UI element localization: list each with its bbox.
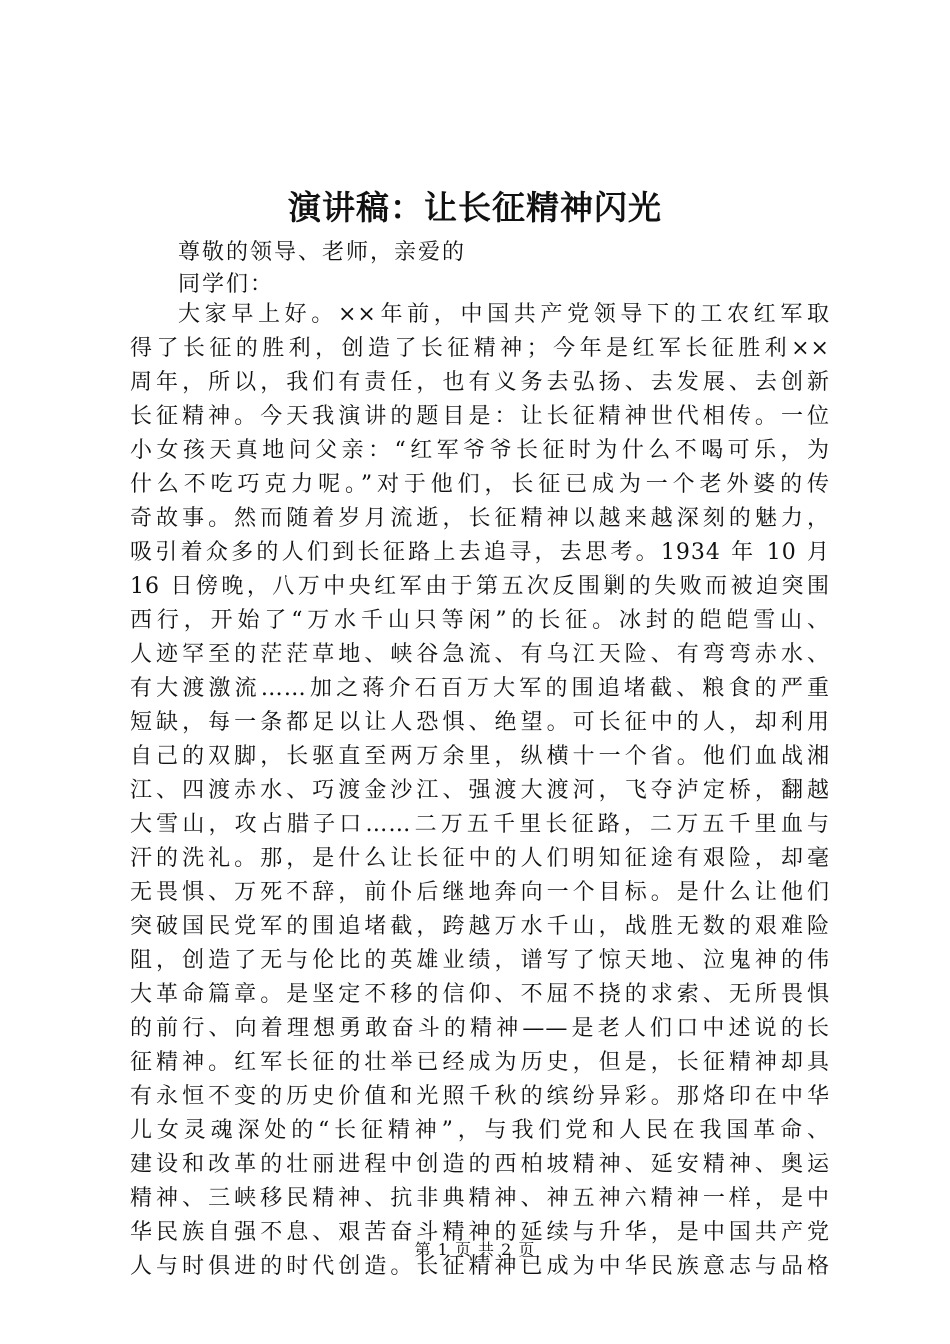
body-line: 长征精神。今天我演讲的题目是：让长征精神世代相传。一位	[130, 404, 830, 429]
body-line: 人与时俱进的时代创造。长征精神已成为中华民族意志与品格	[130, 1254, 830, 1279]
body-line: 大革命篇章。是坚定不移的信仰、不屈不挠的求索、无所畏惧	[130, 982, 830, 1007]
body-line: 短缺，每一条都足以让人恐惧、绝望。可长征中的人，却利用	[130, 710, 830, 735]
body-line: 阻，创造了无与伦比的英雄业绩，谱写了惊天地、泣鬼神的伟	[130, 948, 830, 973]
body-line: 无畏惧、万死不辞，前仆后继地奔向一个目标。是什么让他们	[130, 880, 830, 905]
body-line: 有永恒不变的历史价值和光照千秋的缤纷异彩。那烙印在中华	[130, 1084, 830, 1109]
speech-body	[130, 298, 830, 1284]
body-line: 西行，开始了“万水千山只等闲”的长征。冰封的皑皑雪山、	[130, 608, 830, 633]
body-line: 儿女灵魂深处的“长征精神”，与我们党和人民在我国革命、	[130, 1118, 830, 1143]
body-line: 大家早上好。××年前，中国共产党领导下的工农红军取	[178, 302, 830, 327]
body-line: 的前行、向着理想勇敢奋斗的精神——是老人们口中述说的长	[130, 1016, 830, 1041]
body-line: 精神、三峡移民精神、抗非典精神、神五神六精神一样，是中	[130, 1186, 830, 1211]
body-line: 突破国民党军的围追堵截，跨越万水千山，战胜无数的艰难险	[130, 914, 830, 939]
body-line: 小女孩天真地问父亲：“红军爷爷长征时为什么不喝可乐，为	[130, 438, 830, 463]
salutation-line-1: 尊敬的领导、老师，亲爱的	[178, 240, 467, 265]
body-line: 江、四渡赤水、巧渡金沙江、强渡大渡河，飞夺泸定桥，翻越	[130, 778, 830, 803]
page-footer: 第 1 页 共 2 页	[414, 1240, 536, 1259]
body-line: 奇故事。然而随着岁月流逝，长征精神以越来越深刻的魅力，	[130, 506, 830, 531]
body-line: 华民族自强不息、艰苦奋斗精神的延续与升华，是中国共产党	[130, 1220, 830, 1245]
body-line: 征精神。红军长征的壮举已经成为历史，但是，长征精神却具	[130, 1050, 830, 1075]
body-line: 建设和改革的壮丽进程中创造的西柏坡精神、延安精神、奥运	[130, 1152, 830, 1177]
body-line: 得了长征的胜利，创造了长征精神；今年是红军长征胜利××	[130, 336, 830, 361]
body-line: 有大渡激流……加之蒋介石百万大军的围追堵截、粮食的严重	[130, 676, 830, 701]
body-line: 周年，所以，我们有责任，也有义务去弘扬、去发展、去创新	[130, 370, 830, 395]
salutation-line-2: 同学们：	[178, 272, 275, 297]
body-line: 汗的洗礼。那，是什么让长征中的人们明知征途有艰险，却毫	[130, 846, 830, 871]
body-line: 吸引着众多的人们到长征路上去追寻，去思考。1934 年 10 月	[130, 540, 830, 565]
body-line: 什么不吃巧克力呢。”对于他们，长征已成为一个老外婆的传	[130, 472, 830, 497]
body-line: 人迹罕至的茫茫草地、峡谷急流、有乌江天险、有弯弯赤水、	[130, 642, 830, 667]
body-line: 大雪山，攻占腊子口……二万五千里长征路，二万五千里血与	[130, 812, 830, 837]
body-line: 16 日傍晚，八万中央红军由于第五次反围剿的失败而被迫突围	[130, 574, 830, 599]
body-line: 自己的双脚，长驱直至两万余里，纵横十一个省。他们血战湘	[130, 744, 830, 769]
document-title: 演讲稿：让长征精神闪光	[288, 188, 662, 227]
